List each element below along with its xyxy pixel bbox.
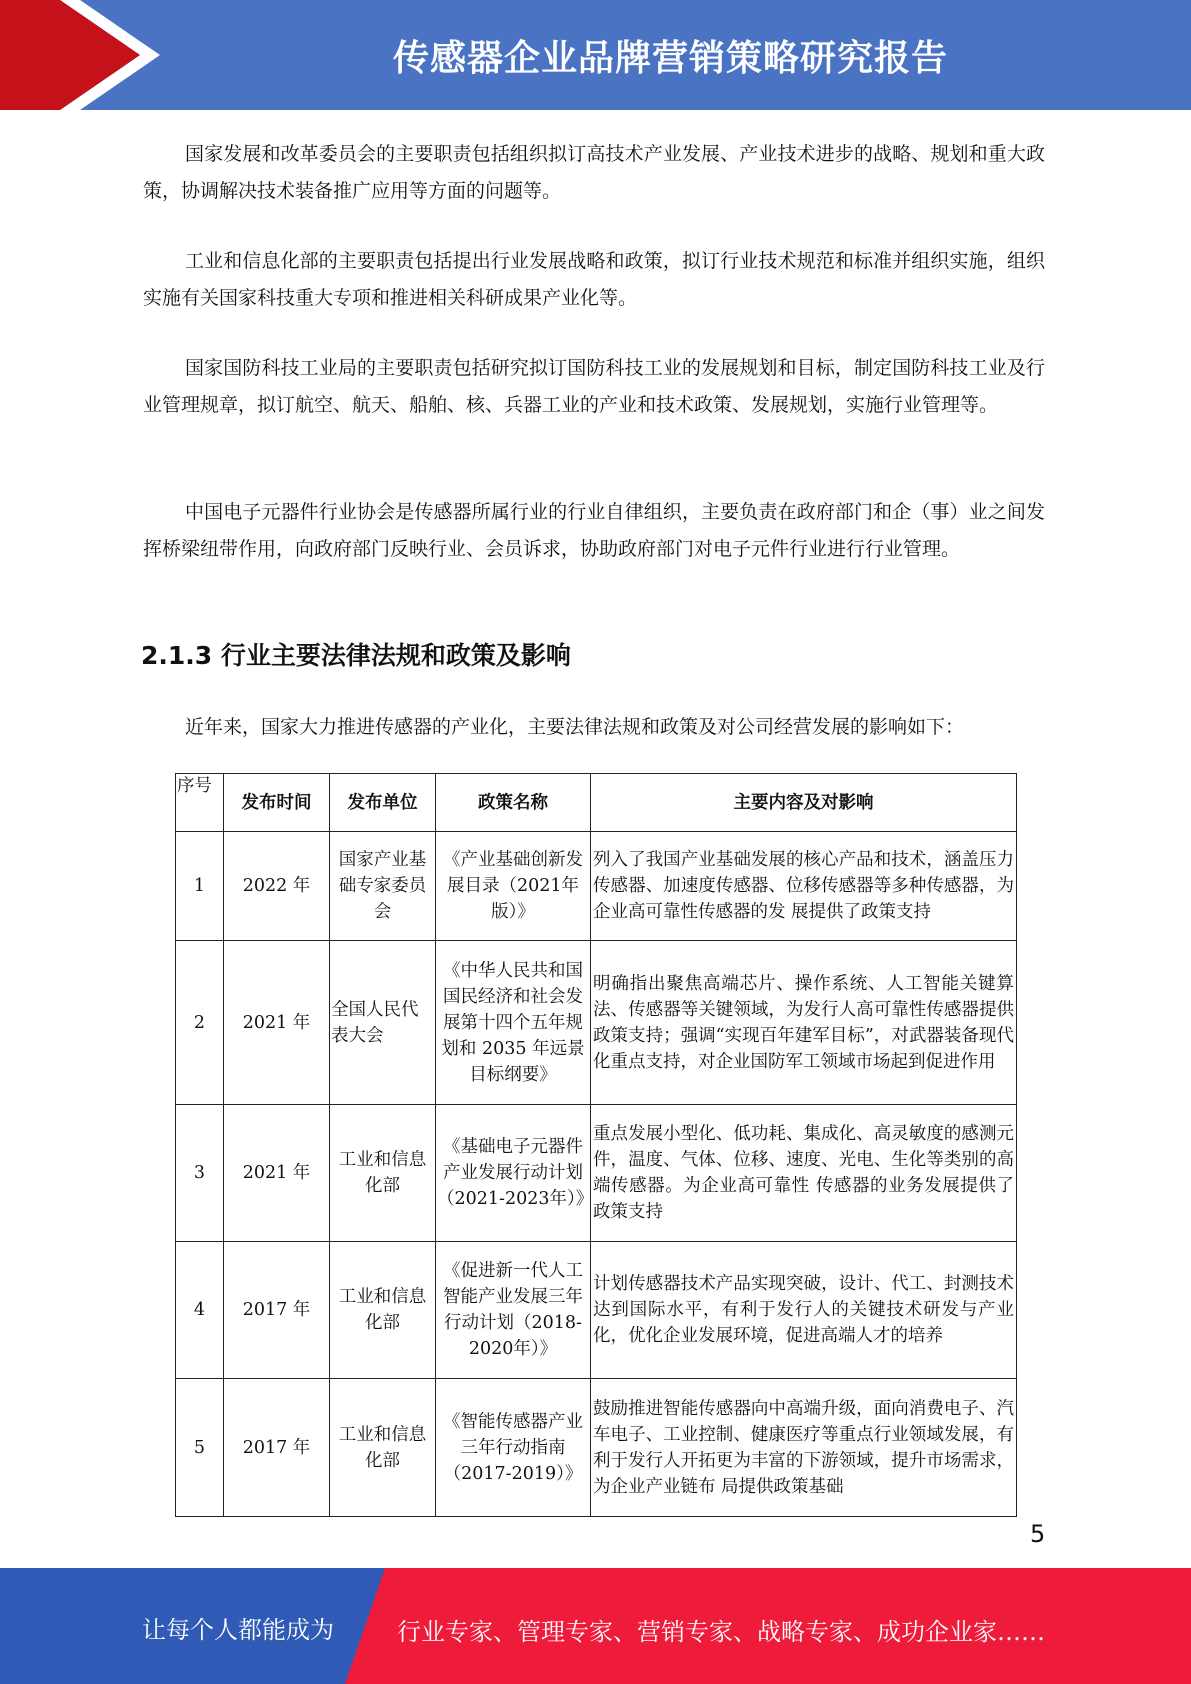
page-header xyxy=(0,0,1191,110)
body-paragraph: 国家发展和改革委员会的主要职责包括组织拟订高技术产业发展、产业技术进步的战略、规划和重大政策，协调解决技术装备推广应用等方面的问题等。 xyxy=(143,143,1045,202)
paragraph-ndrc xyxy=(143,136,1045,210)
cell-policy: 《产业基础创新发展目录（2021年版）》 xyxy=(436,832,591,941)
cell-impact: 鼓励推进智能传感器向中高端升级，面向消费电子、汽车电子、工业控制、健康医疗等重点行业领域发展，有利于发行人开拓更为丰富的下游领域，提升市场需求，为企业产业链布 局提供政策基础 xyxy=(591,1379,1017,1517)
paragraph-cecc xyxy=(143,494,1045,568)
table-row xyxy=(176,1379,1017,1517)
cell-impact: 计划传感器技术产品实现突破，设计、代工、封测技术达到国际水平，有利于发行人的关键技术研发与产业化，优化企业发展环境，促进高端人才的培养 xyxy=(591,1242,1017,1379)
cell-policy: 《促进新一代人工智能产业发展三年行动计划（2018-2020年）》 xyxy=(436,1242,591,1379)
header-policy: 政策名称 xyxy=(436,774,591,832)
report-title: 传感器企业品牌营销策略研究报告 xyxy=(392,38,948,79)
table-row xyxy=(176,941,1017,1105)
cell-seq: 5 xyxy=(176,1379,224,1517)
header-date: 发布时间 xyxy=(224,774,330,832)
section-intro xyxy=(143,709,1045,746)
paragraph-sastind xyxy=(143,350,1045,424)
cell-issuer: 工业和信息化部 xyxy=(330,1379,436,1517)
footer-slogan-left: 让每个人都能成为 xyxy=(142,1616,334,1644)
cell-policy: 《中华人民共和国国民经济和社会发展第十四个五年规划和 2035 年远景目标纲要》 xyxy=(436,941,591,1105)
cell-date: 2021 年 xyxy=(224,941,330,1105)
header-seq: 序号 xyxy=(176,774,224,832)
cell-issuer: 国家产业基础专家委员会 xyxy=(330,832,436,941)
header-issuer: 发布单位 xyxy=(330,774,436,832)
table-header-row xyxy=(176,774,1017,832)
paragraph-miit xyxy=(143,243,1045,317)
page-number: 5 xyxy=(1030,1520,1046,1548)
cell-impact: 列入了我国产业基础发展的核心产品和技术，涵盖压力传感器、加速度传感器、位移传感器等多种传感器，为企业高可靠性传感器的发 展提供了政策支持 xyxy=(591,832,1017,941)
body-paragraph: 国家国防科技工业局的主要职责包括研究拟订国防科技工业的发展规划和目标，制定国防科技工业及行业管理规章，拟订航空、航天、船舶、核、兵器工业的产业和技术政策、发展规划，实施行业管理等。 xyxy=(143,357,1045,416)
cell-date: 2021 年 xyxy=(224,1105,330,1242)
cell-date: 2017 年 xyxy=(224,1379,330,1517)
intro-paragraph: 近年来，国家大力推进传感器的产业化，主要法律法规和政策及对公司经营发展的影响如下： xyxy=(185,716,965,738)
cell-impact: 明确指出聚焦高端芯片、操作系统、人工智能关键算法、传感器等关键领域，为发行人高可靠性传感器提供政策支持；强调“实现百年建军目标”，对武器装备现代化重点支持，对企业国防军工领域市场起到促进作用 xyxy=(591,941,1017,1105)
section-heading: 2.1.3 行业主要法律法规和政策及影响 xyxy=(141,641,571,670)
cell-impact: 重点发展小型化、低功耗、集成化、高灵敏度的感测元件，温度、气体、位移、速度、光电、生化等类别的高端传感器。为企业高可靠性 传感器的业务发展提供了政策支持 xyxy=(591,1105,1017,1242)
table-row xyxy=(176,1105,1017,1242)
footer-slogan-right: 行业专家、管理专家、营销专家、战略专家、成功企业家…… xyxy=(397,1618,1045,1646)
cell-issuer: 工业和信息化部 xyxy=(330,1242,436,1379)
cell-policy: 《智能传感器产业三年行动指南（2017-2019）》 xyxy=(436,1379,591,1517)
body-paragraph: 中国电子元器件行业协会是传感器所属行业的行业自律组织，主要负责在政府部门和企（事）业之间发挥桥梁纽带作用，向政府部门反映行业、会员诉求，协助政府部门对电子元件行业进行行业管理。 xyxy=(143,501,1045,560)
cell-seq: 2 xyxy=(176,941,224,1105)
table-row xyxy=(176,832,1017,941)
cell-date: 2017 年 xyxy=(224,1242,330,1379)
body-paragraph: 工业和信息化部的主要职责包括提出行业发展战略和政策，拟订行业技术规范和标准并组织实施，组织实施有关国家科技重大专项和推进相关科研成果产业化等。 xyxy=(143,250,1045,309)
policy-table xyxy=(175,773,1017,1517)
table-row xyxy=(176,1242,1017,1379)
cell-seq: 1 xyxy=(176,832,224,941)
cell-date: 2022 年 xyxy=(224,832,330,941)
cell-policy: 《基础电子元器件产业发展行动计划（2021-2023年）》 xyxy=(436,1105,591,1242)
page-footer xyxy=(0,1568,1191,1684)
cell-seq: 4 xyxy=(176,1242,224,1379)
cell-issuer: 全国人民代表大会 xyxy=(330,941,436,1105)
cell-issuer: 工业和信息化部 xyxy=(330,1105,436,1242)
cell-seq: 3 xyxy=(176,1105,224,1242)
red-arrow-decoration xyxy=(0,0,140,110)
header-impact: 主要内容及对影响 xyxy=(591,774,1017,832)
